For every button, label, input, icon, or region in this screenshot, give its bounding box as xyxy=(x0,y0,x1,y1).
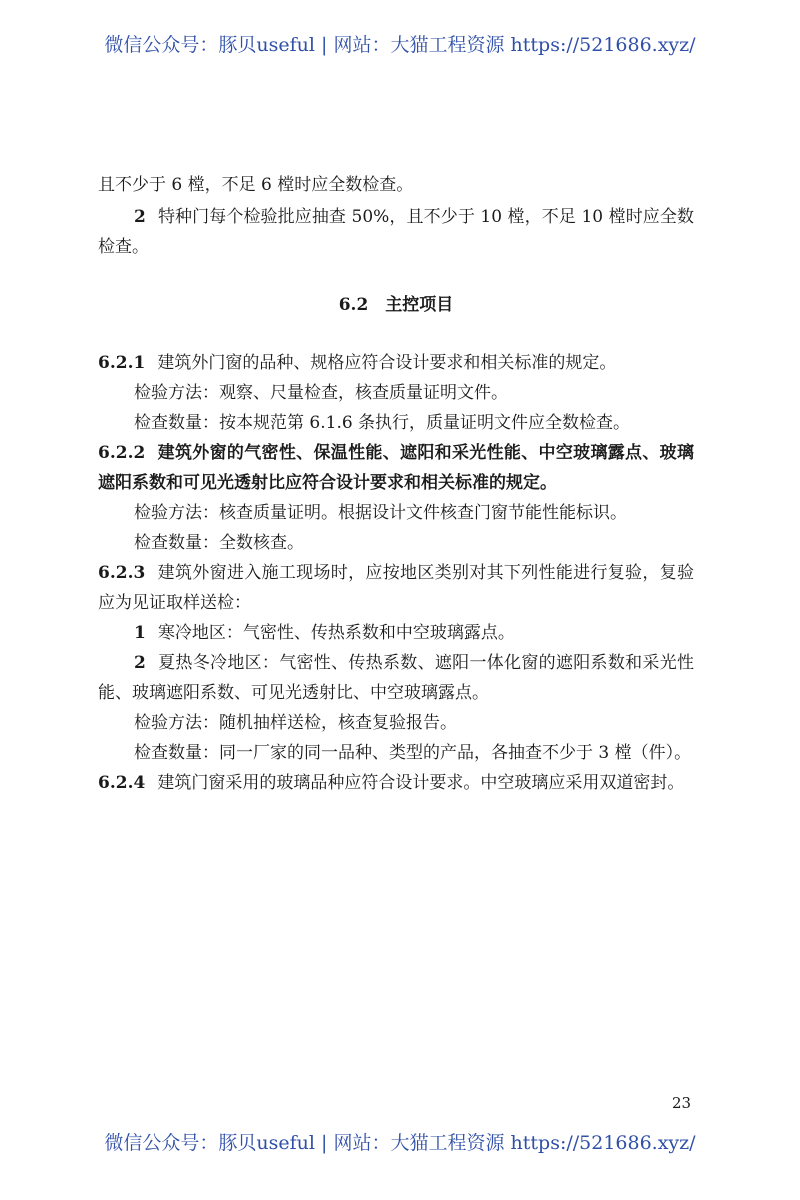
clause-6-2-3-item-2-number: 2 xyxy=(134,653,146,673)
clause-6-2-1 xyxy=(98,348,694,378)
clause-6-2-3-item-1-text: 寒冷地区：气密性、传热系数和中空玻璃露点。 xyxy=(157,623,515,643)
clause-6-2-2-number: 6.2.2 xyxy=(98,443,146,463)
item-2 xyxy=(98,202,694,262)
clause-6-2-3-text: 建筑外窗进入施工现场时，应按地区类别对其下列性能进行复验，复验应为见证取样送检： xyxy=(98,563,694,613)
clause-6-2-3 xyxy=(98,558,694,618)
item-2-number: 2 xyxy=(134,207,146,227)
clause-6-2-2-quantity: 检查数量：全数核查。 xyxy=(134,533,304,553)
clause-6-2-3-quantity: 检查数量：同一厂家的同一品种、类型的产品，各抽查不少于 3 樘（件）。 xyxy=(134,743,692,763)
clause-6-2-4 xyxy=(98,768,694,798)
clause-6-2-3-method: 检验方法：随机抽样送检，核查复验报告。 xyxy=(134,713,457,733)
paragraph-continuation: 且不少于 6 樘，不足 6 樘时应全数检查。 xyxy=(98,175,414,195)
clause-6-2-3-item-1 xyxy=(98,618,694,648)
clause-6-2-2-method: 检验方法：核查质量证明。根据设计文件核查门窗节能性能标识。 xyxy=(134,503,627,523)
clause-6-2-4-number: 6.2.4 xyxy=(98,773,146,793)
clause-6-2-2-text: 建筑外窗的气密性、保温性能、遮阳和采光性能、中空玻璃露点、玻璃遮阳系数和可见光透射比应符合设计要求和相关标准的规定。 xyxy=(98,443,694,493)
clause-6-2-3-item-2 xyxy=(98,648,694,708)
clause-6-2-1-quantity: 检查数量：按本规范第 6.1.6 条执行，质量证明文件应全数检查。 xyxy=(134,413,631,433)
clause-6-2-3-item-1-number: 1 xyxy=(134,623,146,643)
clause-6-2-2 xyxy=(98,438,694,498)
clause-6-2-3-number: 6.2.3 xyxy=(98,563,146,583)
item-2-text: 特种门每个检验批应抽查 50%，且不少于 10 樘，不足 10 樘时应全数检查。 xyxy=(98,207,694,257)
document-body xyxy=(98,170,694,798)
clause-6-2-1-text: 建筑外门窗的品种、规格应符合设计要求和相关标准的规定。 xyxy=(157,353,617,373)
watermark-bottom: 微信公众号：豚贝useful | 网站：大猫工程资源 https://521686.xyz/ xyxy=(104,1132,696,1154)
clause-6-2-1-method: 检验方法：观察、尺量检查，核查质量证明文件。 xyxy=(134,383,508,403)
section-title: 6.2 主控项目 xyxy=(338,295,454,315)
clause-6-2-3-item-2-text: 夏热冬冷地区：气密性、传热系数、遮阳一体化窗的遮阳系数和采光性能、玻璃遮阳系数、可见光透射比、中空玻璃露点。 xyxy=(98,653,694,703)
page-number: 23 xyxy=(672,1094,692,1112)
watermark-top: 微信公众号：豚贝useful | 网站：大猫工程资源 https://521686.xyz/ xyxy=(104,34,696,56)
clause-6-2-4-text: 建筑门窗采用的玻璃品种应符合设计要求。中空玻璃应采用双道密封。 xyxy=(157,773,685,793)
clause-6-2-1-number: 6.2.1 xyxy=(98,353,146,373)
